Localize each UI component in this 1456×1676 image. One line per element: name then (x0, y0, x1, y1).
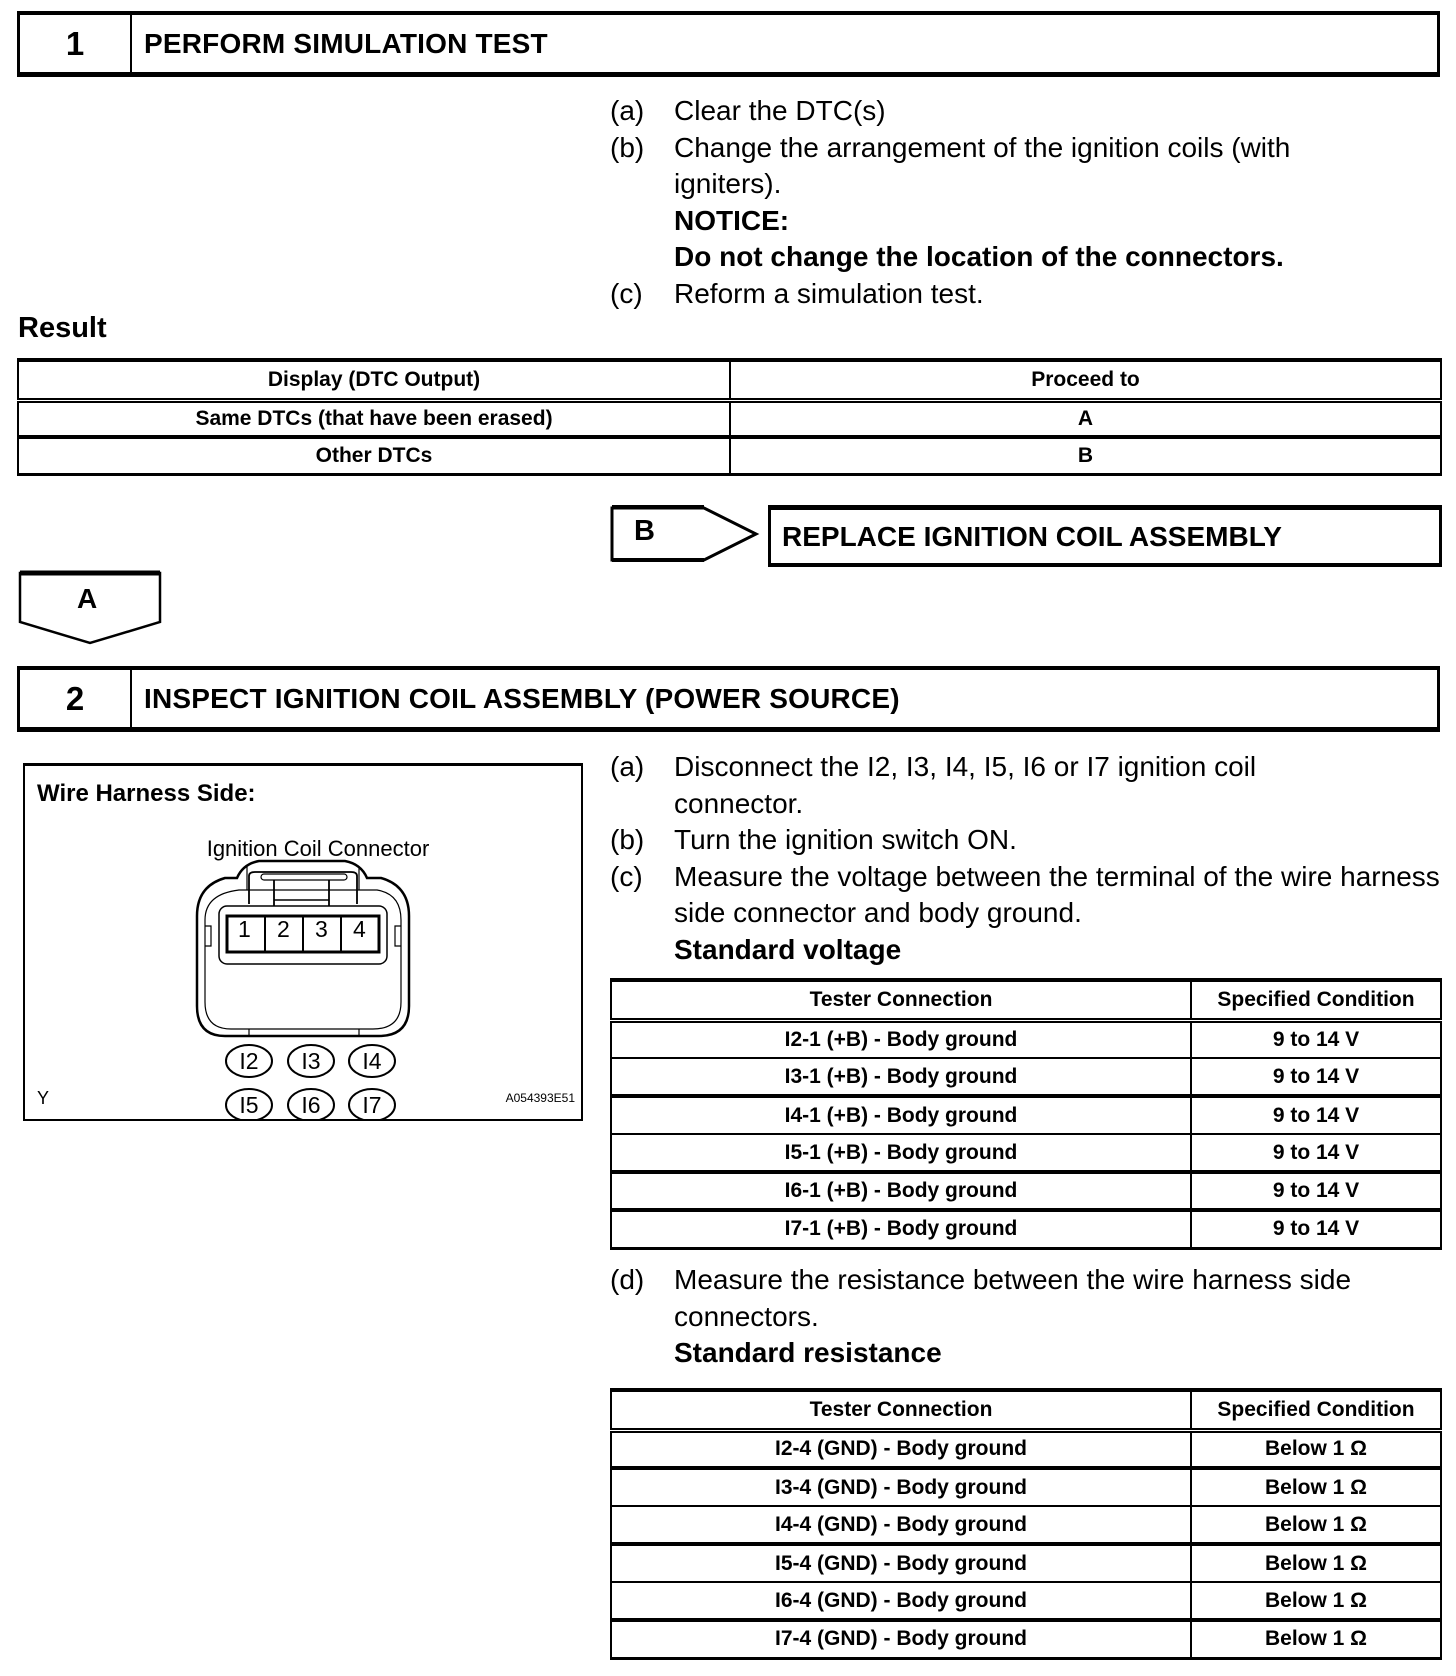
table-cell: 9 to 14 V (1191, 1210, 1441, 1248)
instruction-text: Reform a simulation test. (674, 277, 984, 309)
instruction-d (610, 1262, 1440, 1335)
table-cell: I7-4 (GND) - Body ground (611, 1620, 1191, 1658)
table-cell: Below 1 Ω (1191, 1582, 1441, 1620)
step-number: 1 (20, 15, 132, 72)
table-header-row (611, 980, 1441, 1020)
table-row (611, 1058, 1441, 1096)
table-cell: I6-4 (GND) - Body ground (611, 1582, 1191, 1620)
table-header-cell: Specified Condition (1191, 980, 1441, 1020)
notice-text: Do not change the location of the connectors. (674, 241, 1284, 272)
instruction-text: Measure the voltage between the terminal of the wire harness side connector and body ground. (674, 860, 1440, 928)
notice-body (610, 239, 1440, 276)
table-cell: I7-1 (+B) - Body ground (611, 1210, 1191, 1248)
step-2-voltage-instructions (610, 749, 1440, 968)
instruction-text: Change the arrangement of the ignition coils (with igniters). (674, 131, 1291, 199)
table-cell: Below 1 Ω (1191, 1544, 1441, 1582)
table-cell: I3-1 (+B) - Body ground (611, 1058, 1191, 1096)
table-cell: I4-1 (+B) - Body ground (611, 1096, 1191, 1134)
instruction-label: (d) (610, 1264, 645, 1295)
table-cell: 9 to 14 V (1191, 1058, 1441, 1096)
table-cell: I3-4 (GND) - Body ground (611, 1468, 1191, 1506)
table-row (611, 1210, 1441, 1248)
resistance-table (610, 1388, 1442, 1660)
instruction-label: (a) (610, 751, 645, 782)
connector-code: I5 (239, 1092, 259, 1118)
terminal-2: 2 (277, 916, 290, 942)
table-row (611, 1468, 1441, 1506)
instruction-label: (a) (610, 95, 645, 126)
instruction-c (610, 276, 1440, 313)
step-2-resistance-instruction (610, 1262, 1440, 1372)
table-cell: Same DTCs (that have been erased) (18, 400, 730, 437)
table-cell: 9 to 14 V (1191, 1096, 1441, 1134)
table-cell: I6-1 (+B) - Body ground (611, 1172, 1191, 1210)
instruction-label: (b) (610, 824, 645, 855)
notice-heading (610, 203, 1440, 240)
table-cell: Below 1 Ω (1191, 1468, 1441, 1506)
notice-label: NOTICE: (674, 204, 790, 236)
step-1-instructions (610, 93, 1440, 312)
table-row (18, 437, 1441, 474)
instruction-label: (c) (610, 277, 643, 309)
table-cell: A (730, 400, 1441, 437)
instruction-a (610, 749, 1440, 822)
table-cell: 9 to 14 V (1191, 1020, 1441, 1058)
table-header-cell: Specified Condition (1191, 1390, 1441, 1430)
table-row (18, 400, 1441, 437)
diagram-corner-label: Y (37, 1088, 50, 1108)
right-arrow-tag-icon (610, 505, 760, 563)
table-header-cell: Proceed to (730, 360, 1441, 400)
standard-voltage-label: Standard voltage (674, 933, 902, 965)
table-row (611, 1430, 1441, 1468)
step-number: 2 (20, 670, 132, 727)
table-row (611, 1134, 1441, 1172)
standard-voltage-heading (610, 932, 1440, 969)
standard-resistance-heading (610, 1335, 1440, 1372)
table-row (611, 1096, 1441, 1134)
table-cell: Below 1 Ω (1191, 1430, 1441, 1468)
table-header-row (18, 360, 1441, 400)
standard-resistance-label: Standard resistance (674, 1337, 942, 1368)
table-row (611, 1020, 1441, 1058)
branch-a-tag[interactable] (18, 570, 164, 646)
connector-code: I2 (239, 1048, 259, 1074)
table-row (611, 1172, 1441, 1210)
step-2-header (17, 666, 1440, 732)
instruction-b (610, 130, 1440, 203)
table-row (611, 1544, 1441, 1582)
instruction-text: Measure the resistance between the wire harness side connectors. (674, 1264, 1352, 1332)
instruction-text: Turn the ignition switch ON. (674, 824, 1017, 855)
connector-code: I6 (301, 1092, 321, 1118)
table-header-cell: Display (DTC Output) (18, 360, 730, 400)
diagram-title: Wire Harness Side: (37, 780, 256, 807)
instruction-label: (b) (610, 131, 645, 163)
terminal-3: 3 (315, 916, 328, 942)
figure-code: A054393E51 (505, 1091, 575, 1105)
table-row (611, 1582, 1441, 1620)
voltage-table (610, 978, 1442, 1250)
connector-code: I4 (362, 1048, 382, 1074)
diagram-subtitle: Ignition Coil Connector (206, 836, 430, 861)
instruction-a (610, 93, 1440, 130)
step-1-header (17, 11, 1440, 77)
table-cell: B (730, 437, 1441, 474)
table-header-row (611, 1390, 1441, 1430)
table-row (611, 1620, 1441, 1658)
terminal-4: 4 (353, 916, 366, 942)
connector-diagram (23, 763, 583, 1121)
branch-b-label: B (634, 515, 655, 547)
table-cell: 9 to 14 V (1191, 1172, 1441, 1210)
table-cell: 9 to 14 V (1191, 1134, 1441, 1172)
table-row (611, 1506, 1441, 1544)
step-title: PERFORM SIMULATION TEST (144, 27, 548, 59)
table-cell: I2-4 (GND) - Body ground (611, 1430, 1191, 1468)
action-text: REPLACE IGNITION COIL ASSEMBLY (782, 520, 1282, 552)
result-table (17, 358, 1442, 476)
terminal-1: 1 (238, 916, 251, 942)
connector-code: I3 (301, 1048, 321, 1074)
branch-b-tag[interactable] (610, 505, 760, 563)
table-cell: Below 1 Ω (1191, 1620, 1441, 1658)
instruction-text: Clear the DTC(s) (674, 95, 886, 126)
table-cell: Other DTCs (18, 437, 730, 474)
table-header-cell: Tester Connection (611, 1390, 1191, 1430)
table-cell: Below 1 Ω (1191, 1506, 1441, 1544)
instruction-label: (c) (610, 860, 643, 892)
step-title: INSPECT IGNITION COIL ASSEMBLY (POWER SOURCE) (144, 682, 900, 714)
result-label: Result (18, 312, 107, 344)
instruction-c (610, 859, 1440, 932)
table-cell: I2-1 (+B) - Body ground (611, 1020, 1191, 1058)
table-cell: I4-4 (GND) - Body ground (611, 1506, 1191, 1544)
instruction-text: Disconnect the I2, I3, I4, I5, I6 or I7 ignition coil connector. (674, 751, 1257, 819)
table-header-cell: Tester Connection (611, 980, 1191, 1020)
connector-code: I7 (362, 1092, 382, 1118)
branch-a-label: A (77, 583, 98, 614)
instruction-b (610, 822, 1440, 859)
table-cell: I5-4 (GND) - Body ground (611, 1544, 1191, 1582)
table-cell: I5-1 (+B) - Body ground (611, 1134, 1191, 1172)
replace-ignition-coil-action[interactable] (768, 505, 1442, 567)
